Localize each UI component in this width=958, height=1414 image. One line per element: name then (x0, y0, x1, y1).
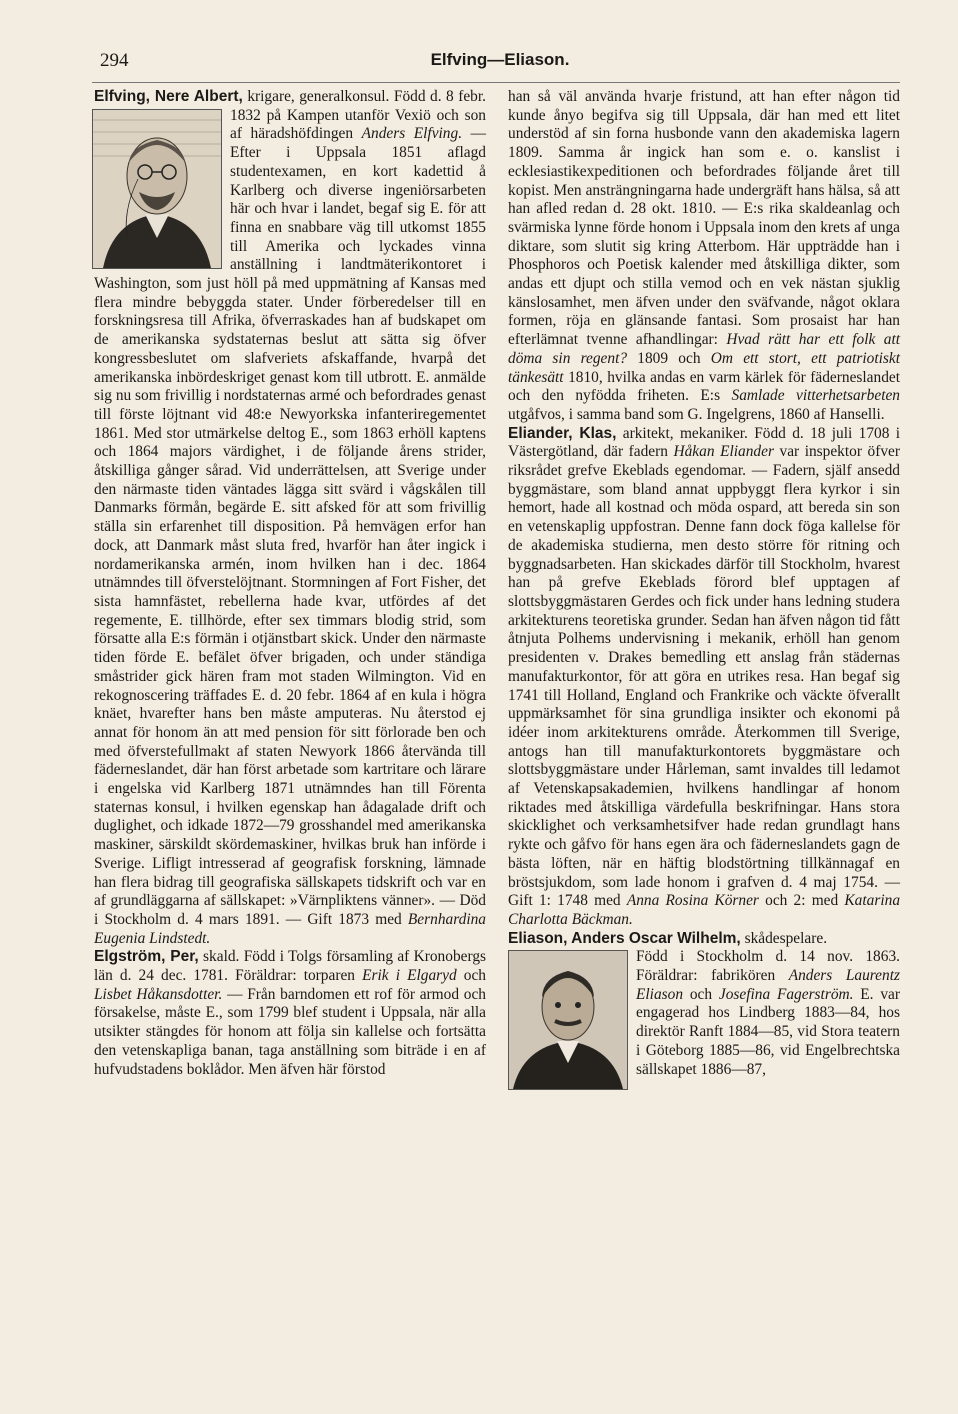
spouse-name: Anna Rosina Körner (626, 892, 759, 910)
entry-name: Eliason, Anders Oscar Wilhelm, (508, 929, 741, 947)
entry-text: E. var engagerad hos Lindberg 1883—84, hos direktör Ranft 1884—85, vid Stora teatern i Göteborg 1885—86, vid Engelbrechtska sällskapet 1886—87, (636, 985, 900, 1078)
father-name: Anders Elfving. (361, 125, 463, 143)
spouse-name: Katarina Charlotta Bäckman. (508, 892, 901, 928)
page-number: 294 (100, 50, 129, 71)
entry-eliason (508, 930, 900, 1080)
entry-role: krigare, generalkonsul. (242, 88, 390, 105)
entry-name: Elgström, Per, (94, 948, 199, 966)
spouse-name: Bernhardina Eugenia Lindstedt. (94, 910, 486, 947)
work-title: Om ett stort, ett patriotiskt tänkesätt (508, 349, 900, 386)
entry-name: Eliander, Klas, (508, 424, 617, 442)
entry-text: Född i Stockholm d. 14 nov. 1863. Föräldrar: fabrikören (636, 948, 900, 985)
entry-text: och (456, 967, 486, 985)
entry-text: Född i Tolgs församling af Kronobergs län d. 24 dec. 1781. Föräldrar: torparen (94, 948, 487, 985)
parent-name: Anders Laurentz Eliason (636, 967, 900, 1003)
entry-role: skådespelare. (740, 929, 828, 947)
work-title: Hvad rätt har ett folk att döma sin regent? (508, 331, 900, 367)
entry-text: och (683, 985, 719, 1003)
entry-name: Elfving, Nere Albert, (94, 88, 243, 105)
portrait-photo-icon (509, 951, 627, 1089)
entry-text: var inspektor öfver riksrådet grefve Ekeblads egendomar. — Fadern, själf ansedd byggmästare, som bland annat uppbyggt flera kyrkor i sin hemort, hade all kostnad och möda ospard, att bereda sin son en vetenskaplig uppfostran. Denne fann dock föga kallelse för de akademiska studierna, men desto större för ritning och byggnadsarbeten. Han skickades därför till Stockholm, hvarest han på grefve Ekeblads förord blef upptagen af slottsbyggmästaren Gerdes och fick under hans ledning studera arkitekturens teoretiska grunder. Sedan han äfven någon tid fått åtnjuta Polhems undervisning i mekanik, erhöll han genom presidenten v. Drakes bemedling ett anslag från städernas manufakturkontor, för att göra en utrikes resa. Han begaf sig 1741 till Holland, England och Frankrike och väckte öfverallt uppmärksamhet för sina grundliga insikter och ekonomi på idéer inom arkitekturens område. Återkommen till Sverige, antogs han till manufakturkontorets byggmästare och slottsbyggmästare under Hårleman, samt invaldes till ledamot af Vetenskapsakademien, hvilkens handlingar af honom riktades med åtskilliga värdefulla beskrifningar. Hans stora skicklighet och verksamhetsifver hade redan grundlagt hans rykte och gåfvo för hans egen ära och fäderneslandets gagn de bästa löften, när en häftig blodstörtning tillkännagaf en bröstsjukdom, som lade honom i grafven d. 4 maj 1754. — Gift 1: 1748 med (508, 443, 900, 910)
entry-eliander (508, 425, 900, 930)
entry-text: Född d. 8 febr. 1832 på Kampen utanför Vexiö och son af häradshöfdingen (230, 88, 487, 143)
entry-text: 1809 och (627, 349, 711, 367)
left-column (94, 88, 486, 1079)
page-header (100, 50, 900, 80)
portrait-engraving-icon (93, 110, 221, 268)
entry-elfving (94, 88, 486, 948)
entry-text: — Från barndomen ett rof för armod och försakelse, måste E., som 1799 blef student i Uppsala, när alla utsikter stängdes för honom att följa sin kallelse och fortsätta den vetenskapliga banan, taga anställning som biträde i en af hufvudstadens boklådor. Men äfven här förstod (94, 985, 486, 1078)
mother-name: Lisbet Håkansdotter. (94, 985, 223, 1003)
portrait-icon (508, 950, 628, 1090)
entry-text: han så väl använda hvarje fristund, att han efter någon tid kunde ånyo begifva sig till Uppsala, där han med ett litet understöd af sin forna husbonde vann den akademiska lagern 1809. Samma år ingick han som e. o. kanslist i ecklesiastikexpeditionen och befordrades följande året till kopist. Men ansträngningarna hade undergräft hans hälsa, så att han afled redan d. 28 okt. 1810. — E:s rika skaldeanlag och svärmiska lynne förde honom i Uppsala inom den krets af unga diktare, som slutit sig kring Atterbom. Här uppträdde han i Phosphoros och Poetisk kalender med åtskilliga dikter, som andas ett djupt och stilla vemod och en vek nästan sjuklig känslosamhet, men äfven under den sväfvande, något oklara formen, röja en glänsande fantasi. Som prosaist har han efterlämnat tvenne afhandlingar: (508, 88, 900, 349)
entry-text: och 2: med (758, 892, 845, 910)
entry-text: Född d. 18 juli 1708 i Västergötland, där fadern (508, 424, 901, 461)
entry-elgstrom-cont (508, 88, 900, 425)
work-title: Samlade vitterhetsarbeten (731, 387, 900, 405)
portrait-icon (92, 109, 222, 269)
entry-text: 1810, hvilka andas en varm kärlek för fäderneslandet och den nyfödda friheten. E:s (508, 368, 900, 405)
entry-elgstrom (94, 948, 486, 1079)
entry-text: — Efter i Uppsala 1851 aflagd studentexamen, en kort kadettid å Karlberg och diverse ingeniörsarbeten här och hvar i landet, begaf sig E. för att finna en snabbare väg till utkomst 1855 till Amerika och lyckades vinna anställning i landtmäterikontoret i Washington, som just höll på med uppmätning af Kansas med flera mindre bebyggda stater. Under förberedelser till en forskningsresa till Afrika, öfverraskades han af budskapet om de amerikanska sydstaternas beslut att sätta sig öfver kongressbeslutet om slafveriets afskaffande, hvarpå det amerikanska inbördeskriget genast kom till utbrott. E. anmälde sig nu som frivillig i nordstaternas armé och befordrades genast till förste löjtnant vid 48:e Newyorkska infanteriregementet 1861. Med stor utmärkelse deltog E., som 1863 erhöll kaptens och 1864 majors värdighet, i de följande årens strider, åtskilliga gånger sårad. Vid underrättelsen, att Sverige under den närmaste tiden väntades lägga sitt svärd i vågskålen till Danmarks förmån, begärde E. sitt afsked för att som frivillig ställa sin erfarenhet till disposition. På hemvägen erfor han dock, att Danmark måst sluta fred, hvarför han åter ingick i nordamerikanska armén, inom hvilken han i dec. 1864 utnämndes till öfverstelöjtnant. Stormningen af Fort Fisher, det sista hamnfästet, rebellerna hade kvar, utfördes af det regemente, E. tillhörde, efter sex timmars blodig strid, som försatte alla E:s förmän i otjänstbart skick. Under den närmaste tiden förde E. befälet öfver brigaden, och under ständiga småstrider gick hären fram mot staden Wilmington. Vid en rekognoscering träffades E. d. 20 febr. 1864 af en kula i högra knäet, hvarefter hans ben måste amputeras. Nu återstod ej annat för honom än att med pension för sitt förlorade ben och med öfverstefullmakt af staten Newyork 1866 återvända till fäderneslandet, där han först arbetade som kartritare och lärare i engelska vid Karlberg 1871 utnämndes han till Förenta staternas konsul, i hvilken egenskap han ådagalade drift och duglighet, och idkade 1872—79 grosshandel med amerikanska maskiner, särskildt skördemaskiner, hvilkas bruk han införde i Sverige. Lifligt intresserad af geografisk forskning, lämnade han flera bidrag till geografiska sällskapets tidskrift och var en af grundläggarna af sällskapet: »Värnpliktens vänner». — Död i Stockholm d. 4 mars 1891. — Gift 1873 med (94, 125, 486, 928)
right-column (508, 88, 900, 1092)
entry-role: skald. (198, 948, 240, 966)
entry-role: arkitekt, mekaniker. (616, 424, 748, 442)
header-rule (92, 82, 900, 83)
mother-name: Josefina Fagerström. (718, 985, 854, 1003)
father-name: Erik i Elgaryd (362, 967, 457, 985)
entry-text: utgåfvos, i samma band som G. Ingelgrens, 1860 af Hanselli. (508, 405, 885, 423)
father-name: Håkan Eliander (673, 443, 774, 461)
running-head: Elfving—Eliason. (430, 50, 570, 69)
